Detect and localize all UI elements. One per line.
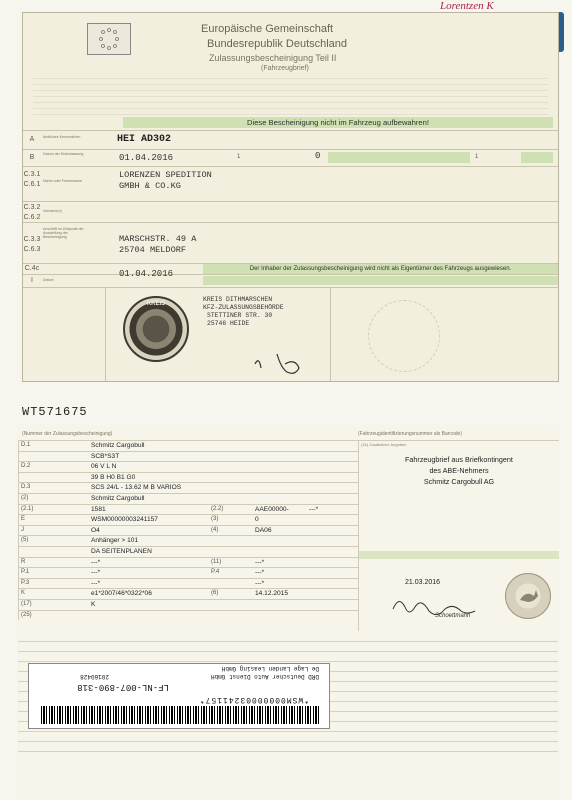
- row-mid-code: (11): [211, 558, 222, 565]
- row-value: DA SEITENPLANEN: [91, 548, 152, 555]
- row-mid-value: ---*: [255, 579, 265, 587]
- row-code: P.3: [21, 579, 30, 586]
- field-row-b: [23, 149, 558, 166]
- stamp-line3: STETTINER STR. 30: [207, 312, 273, 319]
- official-seal-icon: [123, 296, 189, 362]
- manufacturer-seal-icon: [505, 573, 551, 619]
- row-value: 06 V L N: [91, 463, 117, 471]
- green-field: [328, 152, 470, 163]
- right-caption: (16) Zusätzliche Angaben: [361, 442, 407, 447]
- row-value: 1581: [91, 505, 106, 513]
- leasing-label: [28, 663, 330, 729]
- stamp-area: [23, 287, 558, 381]
- field-label-c32: Vorname(n): [43, 209, 62, 213]
- multilingual-caption: [33, 75, 548, 115]
- row-value: SCB*S3T: [91, 452, 120, 460]
- issue-date-part2: 21.03.2016: [405, 579, 441, 586]
- row-value: Schmitz Cargobull: [91, 442, 145, 449]
- holder-name-line1: LORENZEN SPEDITION: [119, 170, 212, 180]
- row-mid-value: AAE00000-: [255, 505, 289, 513]
- note-line3: Schmitz Cargobull AG: [423, 477, 495, 486]
- row-mid-value: 14.12.2015: [255, 590, 289, 598]
- barcode: [39, 706, 319, 724]
- field-code: B: [29, 154, 35, 161]
- ident-label: (Fahrzeugidentifizierungsnummer als Barcode): [358, 431, 462, 437]
- row-code: (5): [21, 537, 29, 544]
- label-line2: De Lage Landen Leasing GmbH: [221, 665, 319, 672]
- row-code: D.2: [21, 463, 31, 470]
- registration-number: HEI AD302: [117, 134, 172, 145]
- signature-text: Schoettmann: [435, 613, 471, 619]
- row-code: (17): [21, 601, 32, 607]
- row-code: D.1: [21, 442, 31, 448]
- field-label-a: Amtliches Kennzeichen: [43, 135, 81, 139]
- field-label-b: Datum der Erstzulassung: [43, 152, 84, 156]
- reg-number-label: (Nummer der Zulassungsbescheinigung): [22, 431, 113, 437]
- vehicle-data-row: [19, 482, 359, 492]
- field-label-c33: Anschrift im Zeitpunkt der Ausstellung der Bescheinigung: [43, 227, 84, 239]
- vehicle-data-row: [19, 599, 359, 609]
- field-b-box2: 1: [475, 154, 479, 160]
- field-row-c31: [23, 166, 558, 201]
- row-code: P.1: [21, 569, 30, 576]
- stamp-line1: KREIS DITHMARSCHEN: [203, 296, 273, 303]
- vehicle-data-row: [19, 504, 359, 514]
- field-code: C.3.1 C.6.1: [23, 171, 41, 188]
- row-value: ---*: [91, 558, 101, 566]
- vehicle-data-row: [19, 557, 359, 567]
- field-label-c31: Name oder Firmenname: [43, 179, 82, 183]
- header-line3: Zulassungsbescheinigung Teil II: [209, 53, 337, 63]
- owner-warning-band: Der Inhaber der Zulassungsbescheinigung wird nicht als Eigentümer des Fahrzeugs ausgewiesen.: [203, 264, 558, 274]
- holder-address-line1: MARSCHSTR. 49 A: [119, 234, 197, 244]
- field-row-c33: [23, 222, 558, 263]
- note-line1: Fahrzeugbrief aus Briefkontingent: [405, 455, 513, 464]
- row-value: ---*: [91, 569, 101, 577]
- row-mid-code: (6): [211, 590, 219, 597]
- header-line1: Europäische Gemeinschaft: [201, 23, 334, 35]
- vehicle-data-row: [19, 440, 359, 450]
- vehicle-data-row: [19, 546, 359, 556]
- row-mid-value: DA06: [255, 526, 272, 534]
- row-mid-code: (4): [211, 526, 219, 533]
- stamp-circle-empty: [368, 300, 440, 372]
- vehicle-data-row: [19, 567, 359, 577]
- header-line2: Bundesrepublik Deutschland: [207, 38, 348, 50]
- field-code: C.3.2 C.6.2: [23, 204, 41, 221]
- green-strip: [359, 551, 559, 559]
- serial-number: WT571675: [22, 405, 88, 419]
- row-code: R: [21, 558, 26, 565]
- field-code: C.4c: [24, 265, 40, 272]
- row-code: J: [21, 526, 24, 533]
- field-code: I: [31, 277, 33, 284]
- warning-band: Diese Bescheinigung nicht im Fahrzeug aufbewahren!: [123, 117, 553, 128]
- vehicle-data-row: [19, 525, 359, 535]
- vehicle-data-row: [19, 451, 359, 461]
- vehicle-data-row: [19, 578, 359, 588]
- row-code: D.3: [21, 484, 31, 491]
- top-handwriting: Lorentzen K: [440, 0, 494, 12]
- green-field: [203, 276, 558, 285]
- row-value: SCS 24/L - 13.62 M B VARIOS: [91, 484, 182, 492]
- row-code: (2.1): [21, 505, 34, 512]
- row-code: (25): [21, 611, 32, 618]
- label-code: 20160428: [80, 673, 109, 680]
- first-registration-date: 01.04.2016: [119, 153, 174, 163]
- field-b-box1: 1: [237, 154, 241, 160]
- field-label-i: Datum: [43, 278, 54, 282]
- barcode-text: *WSM00000003241157*: [198, 695, 309, 704]
- eu-flag-icon: [87, 23, 131, 55]
- certificate-part-2: [18, 425, 558, 800]
- vehicle-data-row: [19, 461, 359, 471]
- row-mid-value: ---*: [255, 558, 265, 566]
- row-mid-code: P.4: [211, 569, 220, 576]
- vehicle-data-row: [19, 610, 359, 620]
- row-code: K: [21, 590, 26, 597]
- field-row-c32: [23, 201, 558, 222]
- field-code: C.3.3 C.6.3: [23, 236, 41, 253]
- stamp-line4: 25746 HEIDE: [207, 320, 250, 327]
- vehicle-data-row: [19, 493, 359, 503]
- seal-text: KREIS: [146, 301, 166, 307]
- field-b-box-value: 0: [315, 151, 321, 161]
- field-code: A: [29, 136, 35, 143]
- note-line2: des ABE-Nehmers: [429, 466, 489, 475]
- vehicle-data-row: [19, 535, 359, 545]
- row-value: 39 B H0 B1 G0: [91, 473, 136, 481]
- vehicle-data-row: [19, 514, 359, 524]
- label-line1: DRD Deutscher Auto Dienst GmbH: [210, 673, 319, 680]
- holder-address-line2: 25704 MELDORF: [119, 245, 187, 255]
- row-code: (2): [21, 495, 29, 501]
- green-field: [521, 152, 553, 163]
- holder-name-line2: GMBH & CO.KG: [119, 181, 181, 191]
- row-value: O4: [91, 526, 100, 534]
- right-column: [358, 440, 559, 631]
- vehicle-data-table: [18, 440, 359, 620]
- row-mid-extra: ---*: [309, 505, 319, 513]
- issue-date: 01.04.2016: [119, 269, 174, 279]
- row-mid-value: ---*: [255, 569, 265, 577]
- row-value: Schmitz Cargobull: [91, 495, 145, 502]
- row-value: ---*: [91, 579, 101, 587]
- row-value: Anhänger > 101: [91, 537, 139, 545]
- field-row-a: [23, 130, 558, 149]
- label-ref: LF-NL-007-890-318: [77, 682, 169, 692]
- header-line4: (Fahrzeugbrief): [261, 65, 309, 72]
- signature-icon: [251, 340, 311, 376]
- vehicle-data-row: [19, 472, 359, 482]
- stamp-line2: KFZ-ZULASSUNGSBEHÖRDE: [203, 304, 284, 311]
- row-value: WSM00000003241157: [91, 516, 158, 524]
- field-row-c4c: [23, 263, 558, 274]
- certificate-part-1: [22, 12, 559, 382]
- row-value: e1*2007/46*0322*06: [91, 590, 152, 598]
- row-mid-code: (2.2): [211, 505, 224, 512]
- row-mid-value: 0: [255, 516, 259, 524]
- row-value: K: [91, 601, 96, 608]
- row-mid-code: (3): [211, 516, 219, 523]
- vehicle-data-row: [19, 588, 359, 598]
- row-code: E: [21, 516, 26, 523]
